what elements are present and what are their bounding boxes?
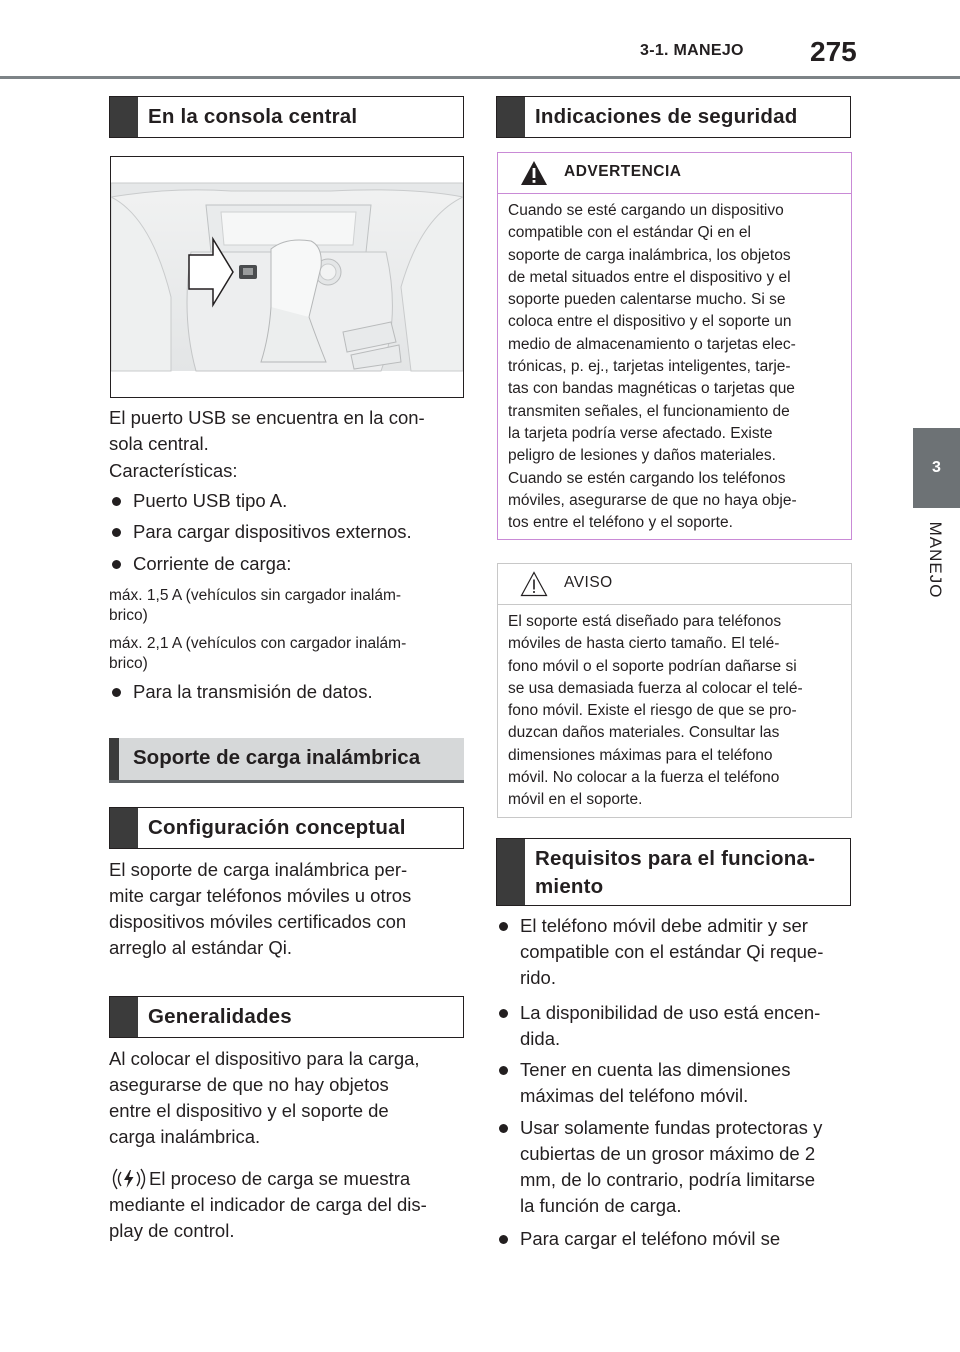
chapter-heading-text: Soporte de carga inalámbrica	[133, 746, 421, 769]
heading-requirements	[496, 838, 851, 906]
header-rule	[0, 76, 960, 79]
text-line: transmiten señales, el funcionamiento de	[508, 402, 790, 420]
text-line: play de control.	[109, 1220, 235, 1241]
heading-bar	[109, 738, 119, 780]
bullet-dot	[499, 1009, 508, 1018]
text-line: medio de almacenamiento o tarjetas elec-	[508, 335, 796, 353]
notice-title: AVISO	[564, 574, 613, 591]
text-line: La disponibilidad de uso está encen-	[520, 1002, 821, 1023]
heading-requirements-text	[525, 839, 825, 905]
text-line: Cuando se esté cargando un dispositivo	[508, 202, 784, 219]
usb-port-location-figure	[111, 157, 463, 397]
heading-concept-text: Configuración conceptual	[148, 816, 406, 839]
text-line: Usar solamente fundas protectoras y	[520, 1117, 823, 1138]
text-line: compatible con el estándar Qi reque-	[520, 941, 824, 962]
bullet-text: Para cargar dispositivos externos.	[133, 521, 412, 542]
text-line: dimensiones máximas para el teléfono	[508, 746, 773, 764]
warning-box	[497, 152, 852, 540]
bullet-dot	[499, 1124, 508, 1133]
text-line: móviles, asegurarse de que no haya obje-	[508, 491, 797, 509]
warning-title: ADVERTENCIA	[564, 163, 682, 180]
notice-text	[498, 605, 851, 812]
text-line: de metal situados entre el dispositivo y el	[508, 268, 791, 286]
text-line: El soporte de carga inalámbrica per-	[109, 859, 408, 880]
text-line: la función de carga.	[520, 1195, 682, 1216]
heading-safety-text: Indicaciones de seguridad	[535, 105, 798, 128]
text-line: entre el dispositivo y el soporte de	[109, 1100, 389, 1121]
text-line: mediante el indicador de carga del dis-	[109, 1194, 427, 1215]
bullet-text	[520, 1226, 780, 1252]
text-line: soporte pueden calentarse mucho. Si se	[508, 291, 786, 309]
paragraph-concept	[109, 857, 469, 961]
text-line: cubiertas de un grosor máximo de 2	[520, 1143, 816, 1164]
paragraph-features: Características:	[109, 460, 238, 481]
warning-header	[498, 153, 851, 194]
text-line: Requisitos para el funciona-	[535, 847, 816, 870]
text-line: máximas del teléfono móvil.	[520, 1085, 749, 1106]
text-line: carga inalámbrica.	[109, 1126, 261, 1147]
paragraph-general	[109, 1046, 469, 1150]
text-line: compatible con el estándar Qi en el	[508, 224, 751, 242]
current-value-1	[109, 586, 469, 626]
heading-console-text: En la consola central	[148, 105, 358, 128]
text-line: miento	[535, 875, 604, 898]
text-line: peligro de lesiones y daños materiales.	[508, 447, 776, 465]
text-line: máx. 2,1 A (vehículos con cargador inalám-	[109, 635, 407, 652]
heading-concept	[109, 807, 464, 849]
heading-bar	[497, 839, 525, 905]
header-section-title: 3-1. MANEJO	[640, 42, 744, 59]
text-line: fono móvil o el soporte podrían dañarse si	[508, 657, 797, 675]
text-line: El teléfono móvil debe admitir y ser	[520, 915, 808, 936]
chapter-side-label	[895, 520, 960, 600]
text-line: brico)	[109, 607, 148, 624]
text-line: brico)	[109, 655, 148, 672]
paragraph-indicator	[109, 1166, 469, 1244]
bullet-text: Puerto USB tipo A.	[133, 490, 288, 511]
bullet-text	[520, 913, 823, 991]
text-line: Cuando se estén cargando los teléfonos	[508, 469, 786, 487]
heading-safety	[496, 96, 851, 138]
text-line: Para cargar el teléfono móvil se	[520, 1228, 781, 1249]
text-line: fono móvil. Existe el riesgo de que se pro-	[508, 702, 797, 720]
text-line: máx. 1,5 A (vehículos sin cargador inalám-	[109, 587, 402, 604]
text-line: la tarjeta podría verse afectado. Existe	[508, 424, 773, 442]
text-line: rido.	[520, 967, 556, 988]
bullet-dot	[499, 922, 508, 931]
text-line: arreglo al estándar Qi.	[109, 937, 293, 958]
chapter-side-label-text: MANEJO	[926, 521, 945, 599]
text-line: Tener en cuenta las dimensiones	[520, 1059, 791, 1080]
notice-triangle-icon	[520, 571, 548, 597]
text-line: móvil en el soporte.	[508, 791, 643, 809]
bullet-dot	[499, 1235, 508, 1244]
page-number: 275	[810, 36, 857, 67]
text-line: mm, de lo contrario, podría limitarse	[520, 1169, 816, 1190]
text-line: dida.	[520, 1028, 561, 1049]
text-line: mite cargar teléfonos móviles u otros	[109, 885, 412, 906]
current-value-2	[109, 634, 469, 674]
bullet-text: Corriente de carga:	[133, 553, 292, 574]
charging-indicator-icon	[109, 1166, 149, 1192]
paragraph-usb-location	[109, 405, 469, 457]
text-line: móviles de hasta cierto tamaño. El telé-	[508, 635, 780, 653]
text-line: soporte de carga inalámbrica, los objetos	[508, 246, 791, 264]
notice-header	[498, 564, 851, 605]
bullet-text	[520, 1115, 822, 1219]
notice-box	[497, 563, 852, 818]
bullet-dot	[112, 560, 121, 569]
bullet-text	[520, 1000, 820, 1052]
bullet-dot	[112, 688, 121, 697]
text-line: sola central.	[109, 433, 209, 454]
bullet-dot	[112, 528, 121, 537]
text-line: Al colocar el dispositivo para la carga,	[109, 1048, 420, 1069]
text-line: asegurarse de que no hay objetos	[109, 1074, 389, 1095]
bullet-dot	[499, 1066, 508, 1075]
text-line: El soporte está diseñado para teléfonos	[508, 613, 782, 630]
console-illustration	[110, 156, 464, 398]
heading-bar	[497, 97, 525, 137]
text-line: duzcan daños materiales. Consultar las	[508, 724, 780, 742]
heading-bar	[110, 808, 138, 848]
text-line: se usa demasiada fuerza al colocar el telé-	[508, 679, 803, 697]
text-line: coloca entre el dispositivo y el soporte un	[508, 313, 792, 331]
chapter-tab[interactable]: 3	[913, 428, 960, 508]
bullet-dot	[112, 497, 121, 506]
chapter-heading-wireless	[109, 738, 464, 783]
heading-bar	[110, 97, 138, 137]
text-line: tos entre el teléfono y el soporte.	[508, 514, 733, 532]
text-line: El proceso de carga se muestra	[149, 1168, 411, 1189]
text-line: dispositivos móviles certificados con	[109, 911, 407, 932]
bullet-text	[520, 1057, 790, 1109]
warning-text	[498, 194, 851, 534]
text-line: móvil. No colocar a la fuerza el teléfono	[508, 769, 780, 787]
bullet-text: Para la transmisión de datos.	[133, 681, 373, 702]
warning-triangle-icon	[520, 160, 548, 186]
text-line: El puerto USB se encuentra en la con-	[109, 407, 425, 428]
heading-console	[109, 96, 464, 138]
heading-general	[109, 996, 464, 1038]
heading-bar	[110, 997, 138, 1037]
text-line: tas con bandas magnéticas o tarjetas que	[508, 380, 795, 398]
heading-general-text: Generalidades	[148, 1005, 292, 1028]
text-line: trónicas, p. ej., tarjetas inteligentes, tarje-	[508, 358, 791, 376]
